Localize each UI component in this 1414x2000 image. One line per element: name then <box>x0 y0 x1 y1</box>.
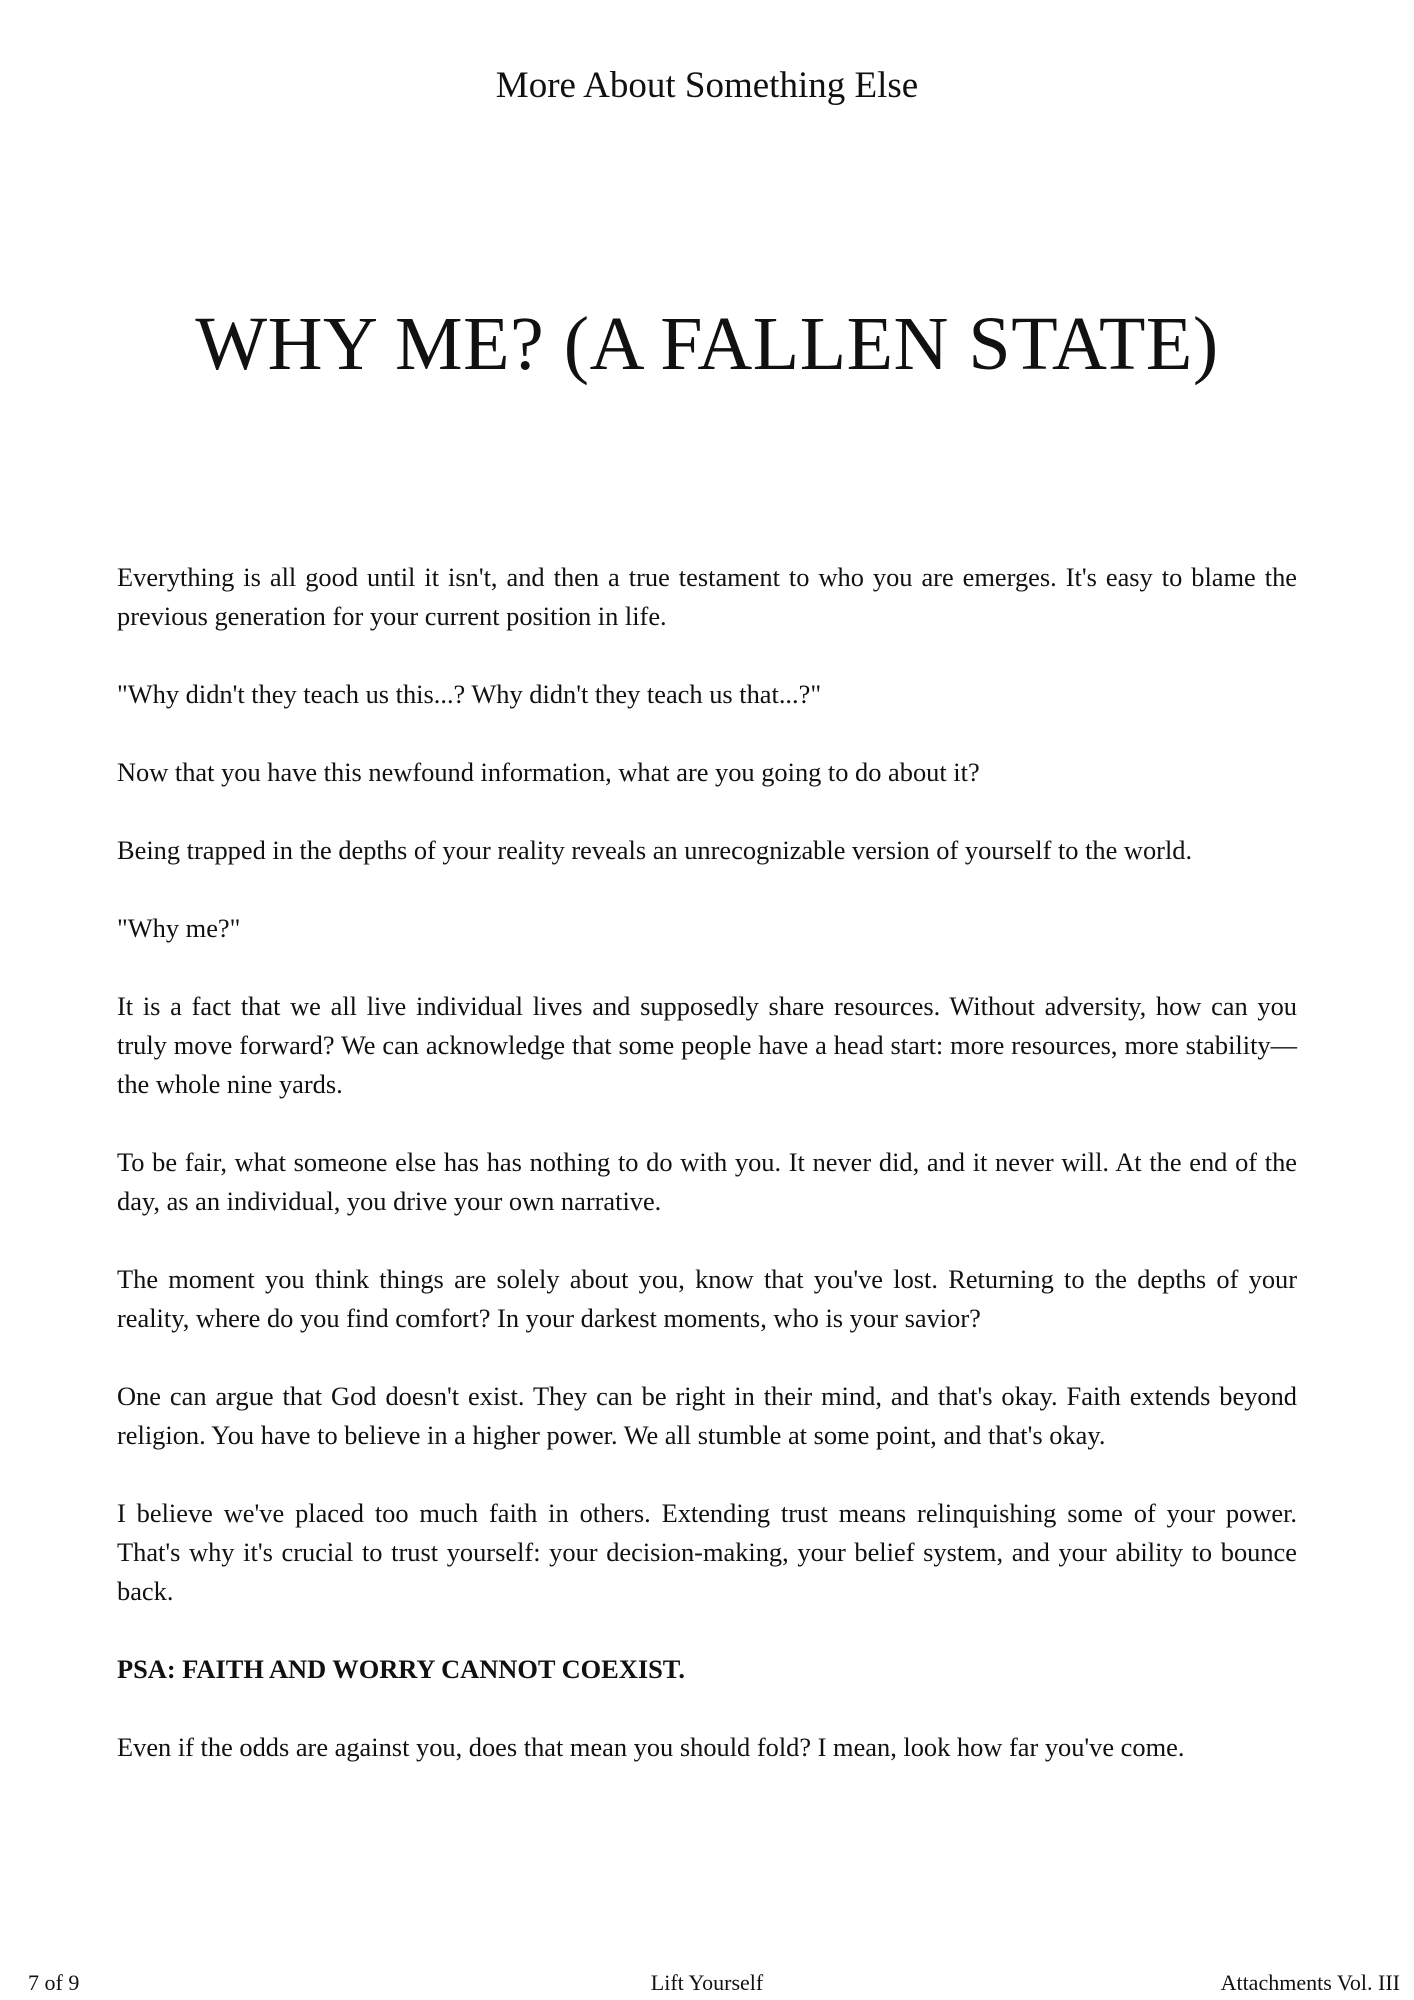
paragraph: Now that you have this newfound information, what are you going to do about it? <box>117 757 980 787</box>
running-header: More About Something Else <box>495 65 919 106</box>
paragraph: It is a fact that we all live individual lives and supposedly share resources. Without adversity, how can you truly move forward? We can acknowledge that some people have a head start: more resources, more stability—the whole nine yards. <box>117 991 1297 1099</box>
paragraph: The moment you think things are solely about you, know that you've lost. Returning to the depths of your reality, where do you find comfort? In your darkest moments, who is your savior? <box>117 1264 1297 1333</box>
paragraph: "Why didn't they teach us this...? Why didn't they teach us that...?" <box>117 679 822 709</box>
footer-volume: Attachments Vol. III <box>1220 1970 1400 1995</box>
paragraph: "Why me?" <box>117 913 241 943</box>
paragraph: Being trapped in the depths of your reality reveals an unrecognizable version of yourself to the world. <box>117 835 1193 865</box>
paragraph: One can argue that God doesn't exist. They can be right in their mind, and that's okay. Faith extends beyond religion. You have to believe in a higher power. We all stumble at some point, and that's okay. <box>117 1381 1297 1450</box>
paragraph: I believe we've placed too much faith in others. Extending trust means relinquishing some of your power. That's why it's crucial to trust yourself: your decision-making, your belief system, and your ability to bounce back. <box>117 1498 1297 1606</box>
paragraph: To be fair, what someone else has has nothing to do with you. It never did, and it never will. At the end of the day, as an individual, you drive your own narrative. <box>117 1147 1297 1216</box>
footer-book-title: Lift Yourself <box>650 1970 764 1995</box>
page-footer <box>0 1968 1414 1998</box>
paragraph: Everything is all good until it isn't, and then a true testament to who you are emerges. It's easy to blame the previous generation for your current position in life. <box>117 562 1297 631</box>
paragraph: Even if the odds are against you, does that mean you should fold? I mean, look how far you've come. <box>117 1732 1185 1762</box>
body-text <box>117 558 1297 1806</box>
page-number: 7 of 9 <box>28 1970 80 1995</box>
psa-statement: PSA: FAITH AND WORRY CANNOT COEXIST. <box>117 1654 686 1684</box>
chapter-title: WHY ME? (A FALLEN STATE) <box>195 302 1219 386</box>
